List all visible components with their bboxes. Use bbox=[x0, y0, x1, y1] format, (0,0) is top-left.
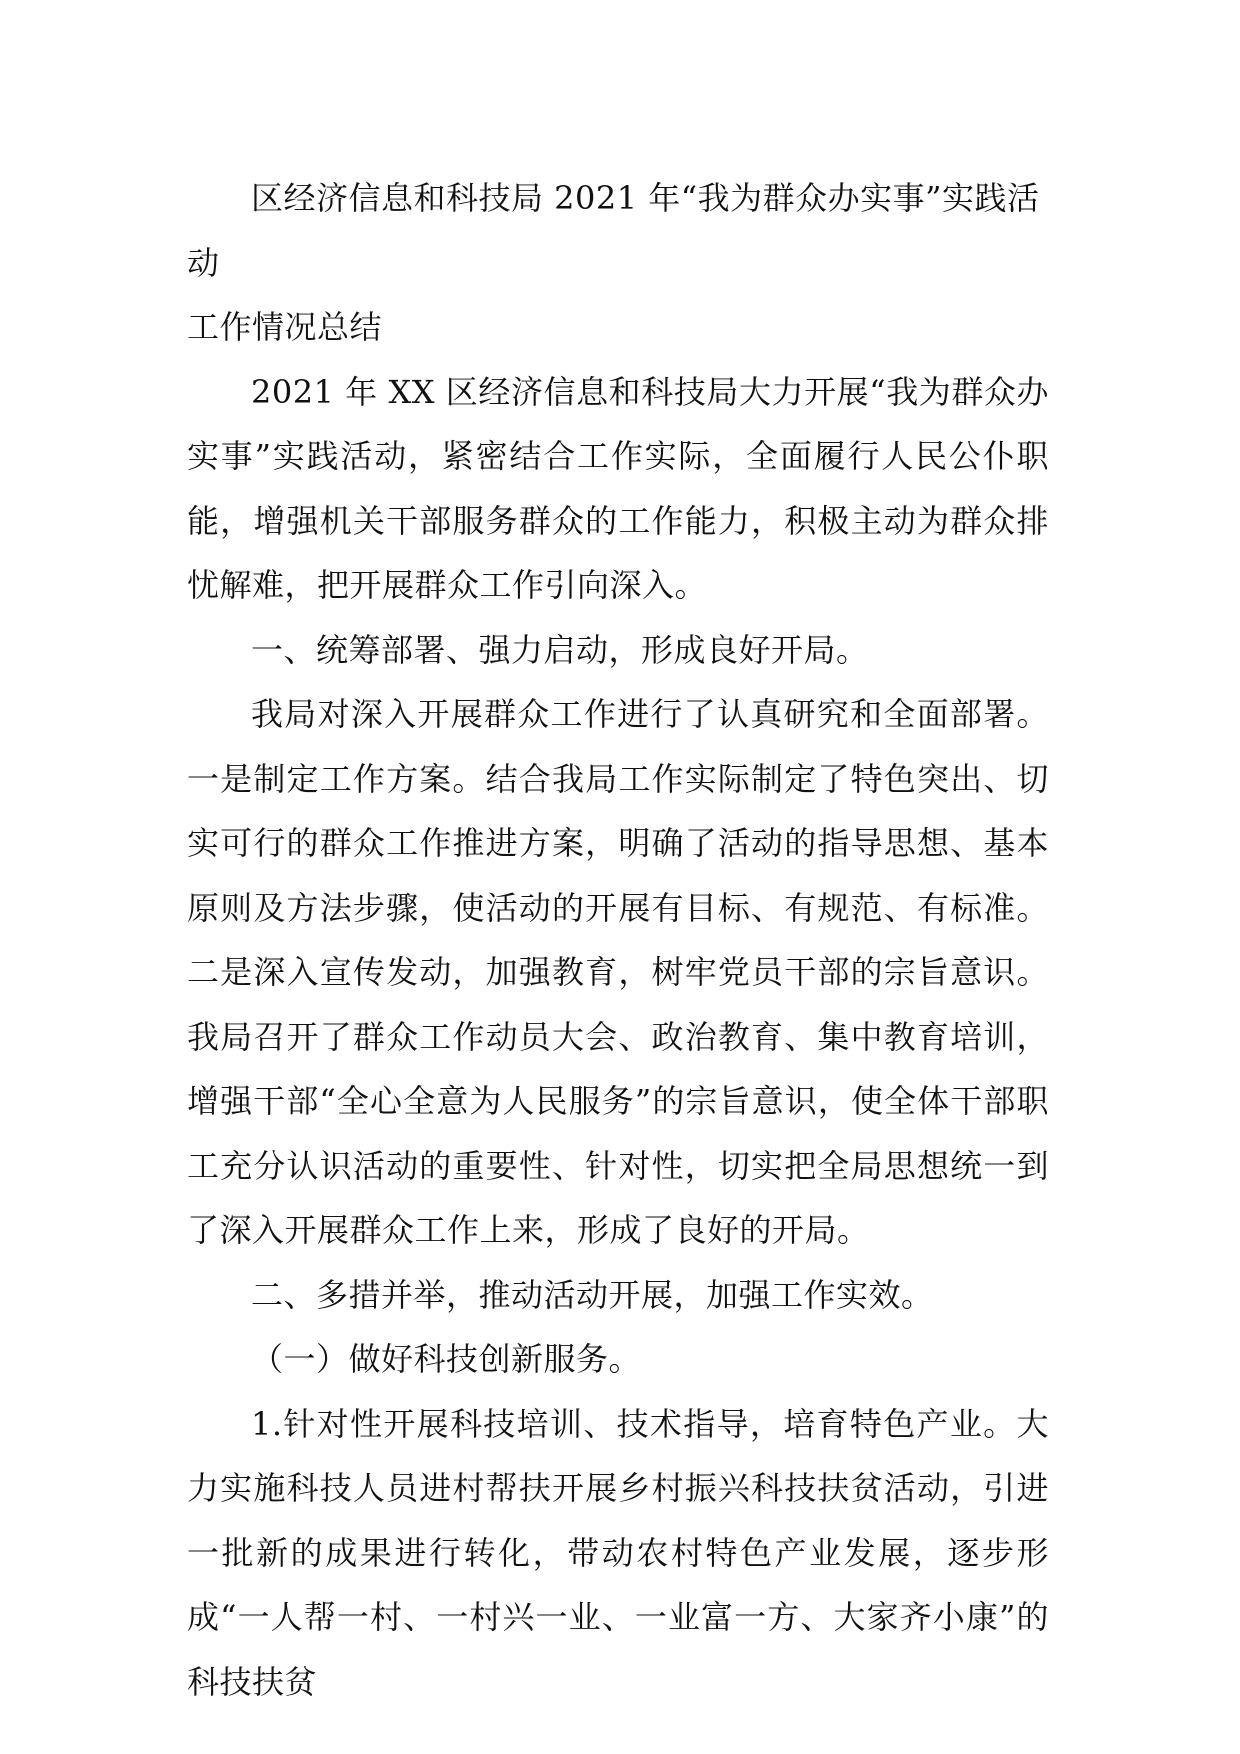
subsection-heading-1: （一）做好科技创新服务。 bbox=[251, 1340, 642, 1378]
paragraph-section-1-body: 我局对深入开展群众工作进行了认真研究和全面部署。一是制定工作方案。结合我局工作实际制定了特色突出、切实可行的群众工作推进方案，明确了活动的指导思想、基本原则及方法步骤，使活动的开展有目标、有规范、有标准。二是深入宣传发动，加强教育，树牢党员干部的宗旨意识。我局召开了群众工作动员大会、政治教育、集中教育培训，增强干部“全心全意为人民服务”的宗旨意识，使全体干部职工充分认识活动的重要性、针对性，切实把全局思想统一到了深入开展群众工作上来，形成了良好的开局。 bbox=[187, 695, 1049, 1249]
paragraph-subsection-1-item-1: 1.针对性开展科技培训、技术指导，培育特色产业。大力实施科技人员进村帮扶开展乡村振兴科技扶贫活动，引进一批新的成果进行转化，带动农村特色产业发展，逐步形成“一人帮一村、一村兴一业、一业富一方、大家齐小康”的科技扶贫 bbox=[187, 1404, 1049, 1701]
paragraph-intro: 2021 年 XX 区经济信息和科技局大力开展“我为群众办实事”实践活动，紧密结合工作实际，全面履行人民公仆职能，增强机关干部服务群众的工作能力，积极主动为群众排忧解难，把开展群众工作引向深入。 bbox=[187, 372, 1049, 604]
section-heading-2: 二、多措并举，推动活动开展，加强工作实效。 bbox=[251, 1275, 934, 1314]
section-heading-1: 一、统筹部署、强力启动，形成良好开局。 bbox=[251, 630, 869, 669]
document-body bbox=[187, 166, 1049, 1714]
document-title-line-2: 工作情况总结 bbox=[187, 308, 383, 346]
document-title-line-1: 区经济信息和科技局 2021 年“我为群众办实事”实践活动 bbox=[187, 179, 1040, 282]
